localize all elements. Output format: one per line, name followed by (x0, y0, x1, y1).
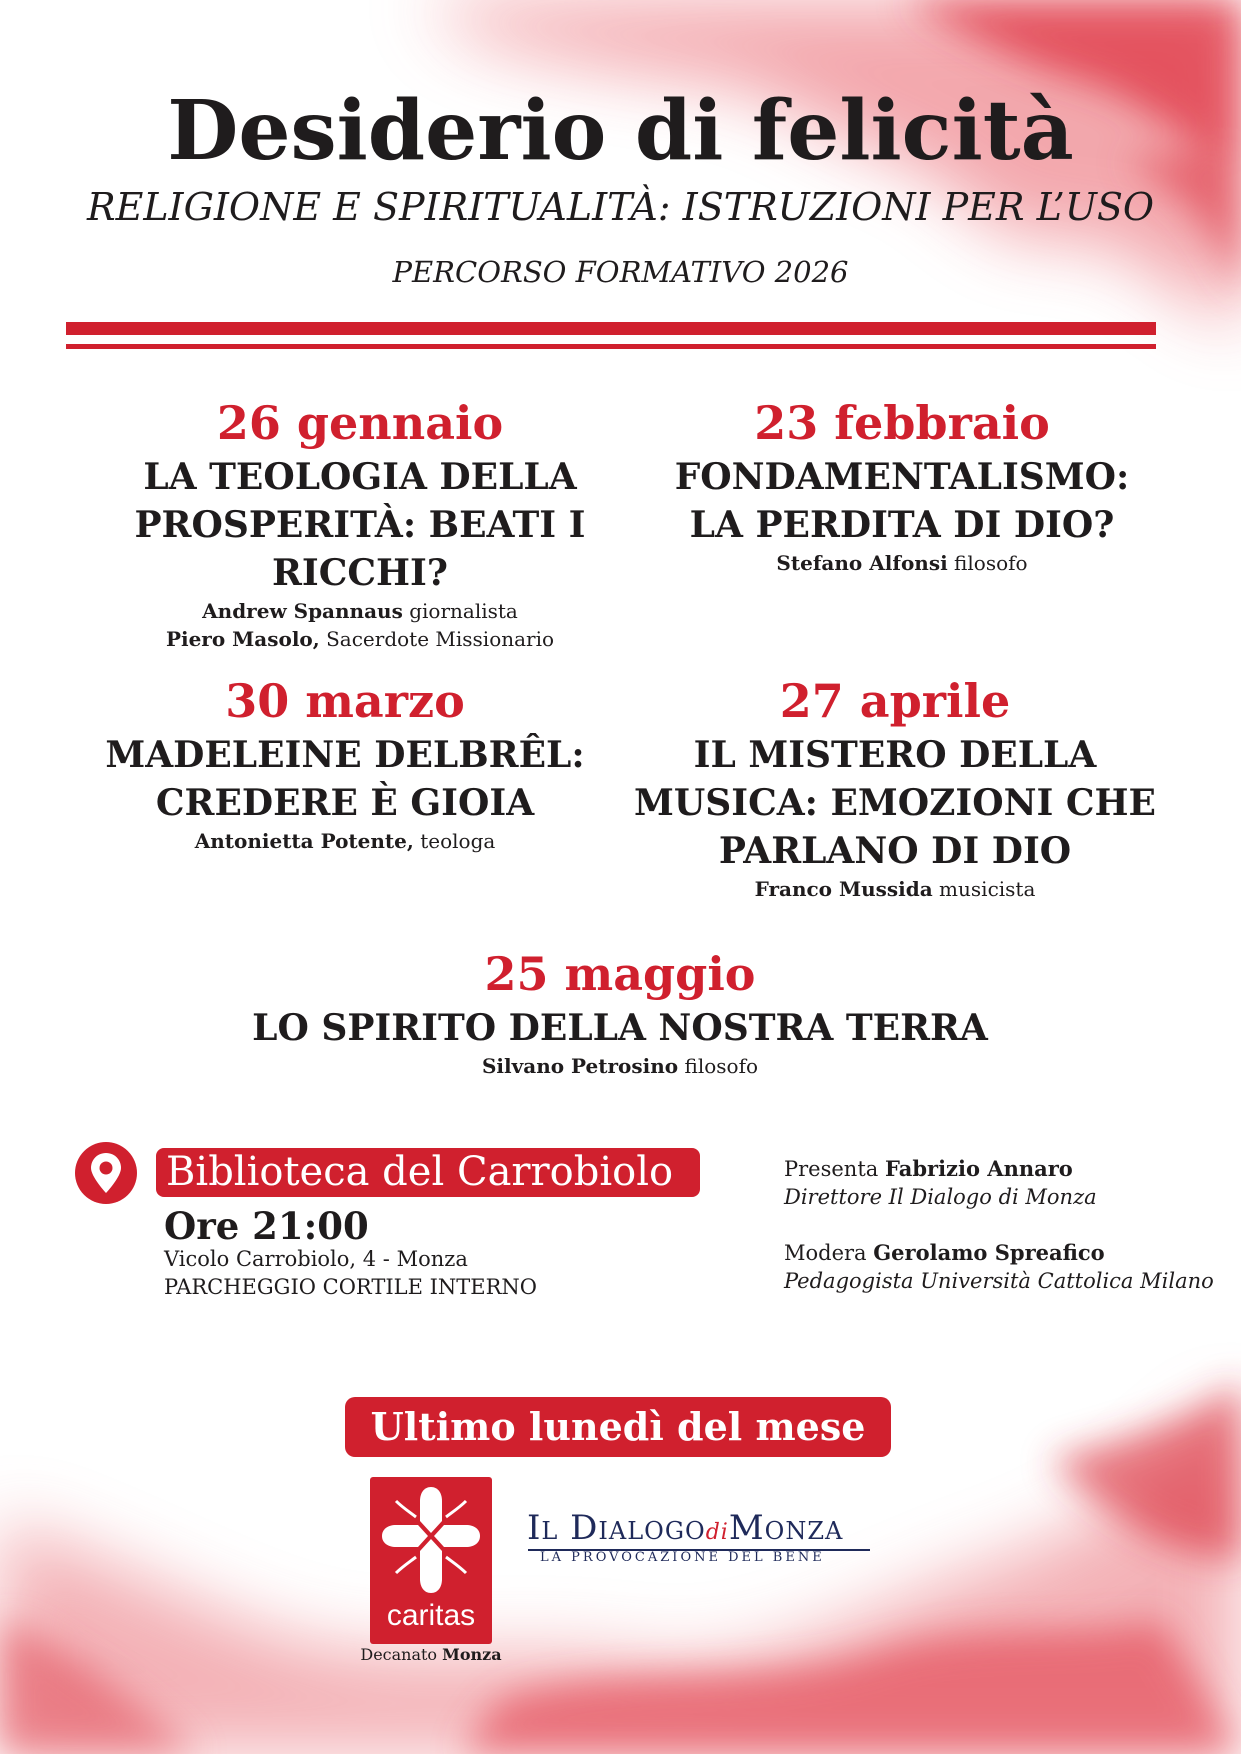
speaker-name: Silvano Petrosino (481, 1054, 679, 1078)
percorso-label: PERCORSO FORMATIVO 2026 (392, 255, 849, 289)
event-date: 25 maggio (484, 947, 756, 1001)
speaker-name: Antonietta Potente, (194, 829, 414, 853)
event-date: 27 aprile (779, 674, 1011, 728)
caritas-decanato (340, 1645, 522, 1664)
event-may (170, 947, 1070, 1080)
moderator-role: Pedagogista Università Cattolica Milano (784, 1269, 1214, 1293)
divider-thick (66, 322, 1156, 335)
speaker-name: Andrew Spannaus (202, 599, 403, 623)
divider-thin (66, 344, 1156, 349)
event-title-line: PROSPERITÀ: BEATI I RICCHI? (134, 504, 586, 594)
page-title: Desiderio di felicità (167, 83, 1074, 179)
event-speaker (650, 549, 1154, 577)
schedule-note: Ultimo lunedì del mese (370, 1404, 866, 1449)
venue-address: Vicolo Carrobiolo, 4 - Monza (164, 1247, 468, 1271)
decanato-label: Decanato (360, 1645, 443, 1664)
event-title-line: LO SPIRITO DELLA NOSTRA TERRA (252, 1007, 988, 1049)
event-title (170, 1004, 1070, 1052)
speaker-role: filosofo (678, 1054, 759, 1078)
location-pin-icon (74, 1141, 138, 1205)
presenter-name: Fabrizio Annaro (884, 1156, 1073, 1181)
speaker-role: filosofo (947, 551, 1028, 575)
event-title-line: LA PERDITA DI DIO? (689, 504, 1115, 546)
dialogo-tagline: LA PROVOCAZIONE DEL BENE (540, 1550, 825, 1565)
dialogo-part1: Il Dialogo (527, 1508, 706, 1548)
event-title (650, 453, 1154, 549)
event-time: Ore 21:00 (164, 1204, 369, 1248)
speaker-role: giornalista (402, 599, 518, 623)
speaker-role: musicista (932, 877, 1036, 901)
event-title-line: MADELEINE DELBRÊL: (105, 734, 585, 776)
event-title-line: LA TEOLOGIA DELLA (143, 456, 577, 498)
moderator-label: Modera (784, 1241, 874, 1265)
event-speaker (170, 1052, 1070, 1080)
event-speaker (60, 625, 660, 653)
presenter (784, 1155, 1097, 1211)
venue-parking: PARCHEGGIO CORTILE INTERNO (164, 1275, 538, 1299)
event-title (60, 731, 630, 827)
event-date: 30 marzo (225, 674, 465, 728)
speaker-name: Franco Mussida (754, 877, 933, 901)
dialogo-logo (527, 1508, 843, 1553)
event-january (60, 396, 660, 653)
event-title (60, 453, 660, 597)
moderator-name: Gerolamo Spreafico (873, 1240, 1105, 1265)
event-speaker (630, 875, 1160, 903)
speaker-role: teologa (413, 829, 496, 853)
caritas-wordmark: caritas (386, 1599, 476, 1632)
dialogo-part2: di (705, 1520, 729, 1545)
event-title-line: MUSICA: EMOZIONI CHE (634, 782, 1156, 824)
event-title (630, 731, 1160, 875)
event-title-line: CREDERE È GIOIA (155, 782, 535, 824)
speaker-name: Piero Masolo, (165, 627, 320, 651)
caritas-cross-icon (376, 1481, 486, 1599)
event-march (60, 674, 630, 855)
speaker-role: Sacerdote Missionario (319, 627, 555, 651)
event-date: 26 gennaio (216, 396, 504, 450)
event-speaker (60, 597, 660, 625)
event-title-line: PARLANO DI DIO (718, 830, 1072, 872)
presenter-role: Direttore Il Dialogo di Monza (784, 1185, 1097, 1209)
presenter-label: Presenta (784, 1157, 885, 1181)
page-subtitle: RELIGIONE E SPIRITUALITÀ: ISTRUZIONI PER L’USO (86, 185, 1155, 229)
venue-name: Biblioteca del Carrobiolo (166, 1149, 674, 1195)
moderator (784, 1239, 1214, 1295)
event-april (630, 674, 1160, 903)
event-title-line: IL MISTERO DELLA (693, 734, 1097, 776)
event-speaker (60, 827, 630, 855)
event-title-line: FONDAMENTALISMO: (674, 456, 1130, 498)
event-date: 23 febbraio (754, 396, 1050, 450)
dialogo-part3: Monza (728, 1508, 844, 1548)
decanato-city: Monza (442, 1645, 502, 1664)
speaker-name: Stefano Alfonsi (776, 551, 948, 575)
event-february (650, 396, 1154, 577)
